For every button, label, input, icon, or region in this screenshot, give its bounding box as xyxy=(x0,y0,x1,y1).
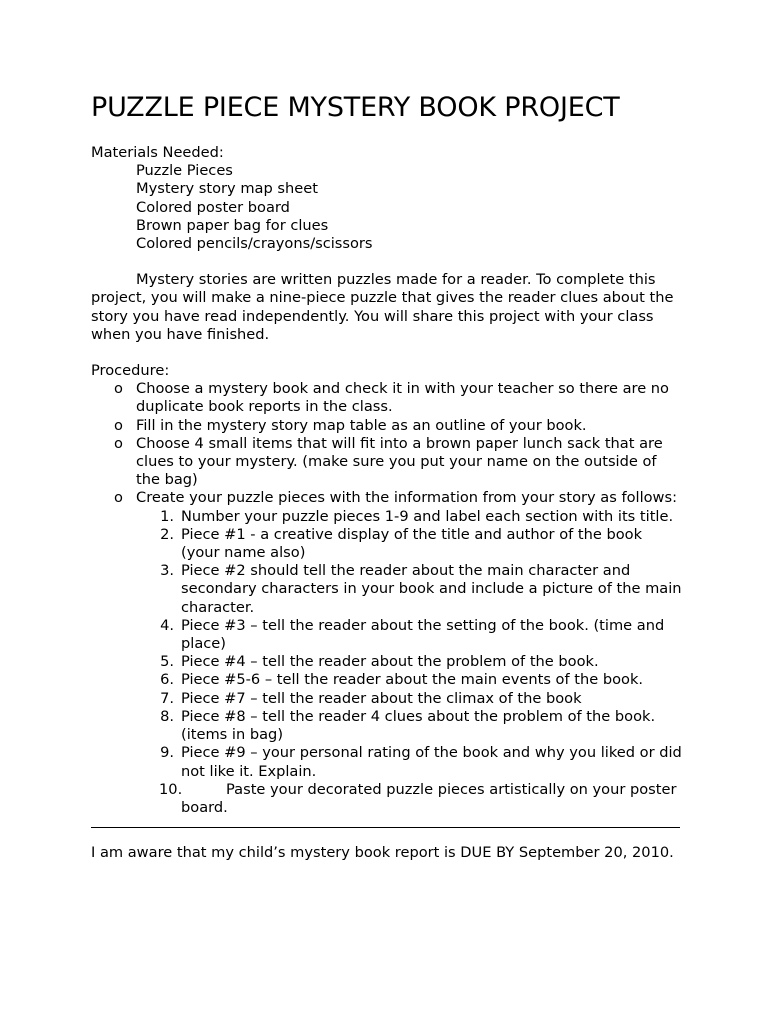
step-text: Piece #1 - a creative display of the title and author of the book (your name also) xyxy=(181,525,643,562)
step-text: Piece #3 – tell the reader about the setting of the book. (time and place) xyxy=(181,616,665,653)
procedure-bullet xyxy=(91,380,683,416)
step-text: Paste your decorated puzzle pieces artistically on your poster board. xyxy=(181,780,677,816)
puzzle-step xyxy=(136,690,683,708)
puzzle-step xyxy=(136,562,683,617)
bullet-marker: o xyxy=(114,434,123,452)
puzzle-step xyxy=(136,526,683,562)
bullet-text: Fill in the mystery story map table as an outline of your book. xyxy=(136,416,587,434)
bullet-text: Choose 4 small items that will fit into a brown paper lunch sack that are clues to your mystery. (make sure you put your name on the outside of the bag) xyxy=(136,434,663,489)
acknowledgement-text: I am aware that my child’s mystery book report is DUE BY September 20, 2010. xyxy=(91,844,674,862)
step-text: Piece #8 – tell the reader 4 clues about the problem of the book. (items in bag) xyxy=(181,707,656,744)
step-number: 4. xyxy=(160,616,174,634)
materials-heading: Materials Needed: xyxy=(91,144,224,161)
procedure-bullet xyxy=(91,435,683,490)
bullet-marker: o xyxy=(114,489,123,507)
procedure-list xyxy=(91,380,683,817)
procedure-bullet xyxy=(91,489,683,817)
procedure-bullet xyxy=(91,417,683,435)
materials-item: Mystery story map sheet xyxy=(136,180,318,198)
step-text: Piece #4 – tell the reader about the problem of the book. xyxy=(181,653,599,671)
bullet-text: Choose a mystery book and check it in with your teacher so there are no duplicate book reports in the class. xyxy=(136,380,669,416)
step-number: 9. xyxy=(160,744,174,762)
step-number: 2. xyxy=(160,525,174,543)
puzzle-step xyxy=(136,617,683,653)
puzzle-step xyxy=(136,671,683,689)
step-number: 6. xyxy=(160,671,174,689)
materials-list xyxy=(91,162,683,253)
puzzle-steps-list xyxy=(136,508,683,817)
procedure-heading: Procedure: xyxy=(91,362,170,380)
step-number: 5. xyxy=(160,653,174,671)
document-page xyxy=(91,88,683,862)
step-number: 1. xyxy=(160,507,174,525)
puzzle-step xyxy=(136,708,683,744)
step-number: 7. xyxy=(160,689,174,707)
bullet-marker: o xyxy=(114,416,123,434)
materials-item: Colored pencils/crayons/scissors xyxy=(136,235,373,253)
page-title: PUZZLE PIECE MYSTERY BOOK PROJECT xyxy=(91,92,620,123)
puzzle-step xyxy=(136,508,683,526)
puzzle-step xyxy=(136,653,683,671)
step-text: Number your puzzle pieces 1-9 and label each section with its title. xyxy=(181,507,674,525)
puzzle-step xyxy=(136,781,683,817)
materials-item: Colored poster board xyxy=(136,198,290,216)
step-text: Piece #5-6 – tell the reader about the main events of the book. xyxy=(181,671,644,689)
step-text: Piece #7 – tell the reader about the climax of the book xyxy=(181,689,582,707)
materials-item: Brown paper bag for clues xyxy=(136,216,329,234)
step-text: Piece #2 should tell the reader about the main character and secondary characters in your book and include a picture of the main character. xyxy=(181,562,682,616)
intro-paragraph: Mystery stories are written puzzles made for a reader. To complete this project, you will make a nine-piece puzzle that gives the reader clues about the story you have read independently. You will share this project with your class when you have finished. xyxy=(91,271,674,343)
step-number: 3. xyxy=(160,562,174,580)
step-text: Piece #9 – your personal rating of the book and why you liked or did not like it. Explain. xyxy=(181,744,682,780)
step-number: 10. xyxy=(159,780,183,798)
bullet-marker: o xyxy=(114,380,123,398)
puzzle-step xyxy=(136,744,683,780)
signature-divider xyxy=(91,827,680,828)
step-number: 8. xyxy=(160,707,174,725)
materials-item: Puzzle Pieces xyxy=(136,162,233,180)
bullet-text: Create your puzzle pieces with the information from your story as follows: xyxy=(136,489,678,507)
